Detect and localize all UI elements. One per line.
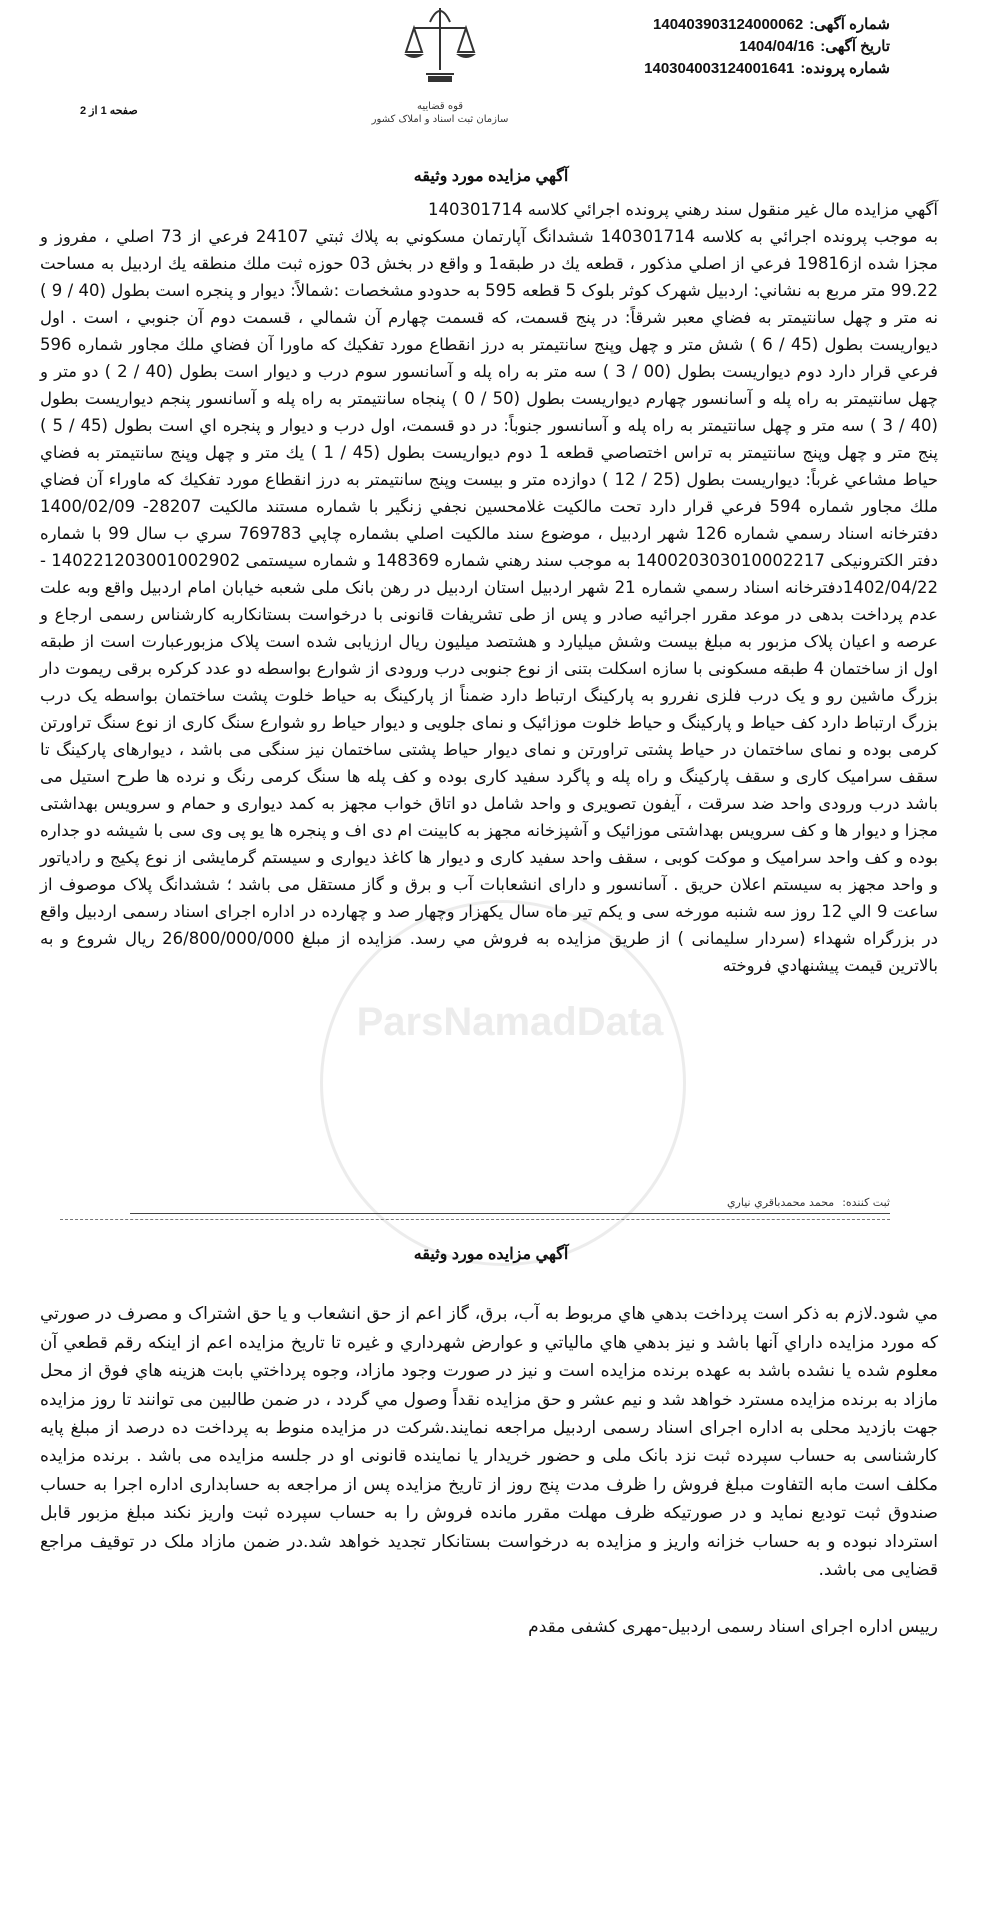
- registrar: [560, 1196, 890, 1209]
- case-number-row: [480, 58, 890, 80]
- ad-number: 140403903124000062: [653, 16, 804, 33]
- notice-title: آگهي مزايده مورد وثيقه: [413, 168, 569, 185]
- footer-strip: [60, 1219, 890, 1230]
- notice-body-continued: [40, 1272, 938, 1670]
- registrar-name: محمد محمدباقري نياري: [726, 1196, 835, 1209]
- signature: رييس اداره اجرای اسناد رسمی اردبيل-مهری کشفی مقدم: [528, 1616, 938, 1637]
- registrar-label: ثبت كننده:: [842, 1196, 890, 1209]
- judiciary-name: قوه قضاییه: [416, 101, 464, 112]
- notice-body: آگهي مزايده مال غير منقول سند رهني پرونده اجرائي کلاسه 140301714 به موجب پرونده اجرائي به كلاسه 140301714 ششدانگ آپارتمان مسكوني به پلاك ثبتي 24107 فرعي از 73 اصلي ، مفروز و مجزا شده از19816 فرعي از اصلي مذكور ، قطعه يك در طبقه1 و واقع در بخش 03 حوزه ثبت ملك منطقه يك اردبيل به مساحت 99.22 متر مربع به نشاني: اردبيل شهرک کوثر بلوک 5 قطعه 595 به حدودو مشخصات :شمالاً: ديوار و پنجره است بطول (40 / 9 ) نه متر و چهل سانتيمتر به فضاي معبر شرقاً: در پنج قسمت، كه قسمت چهارم آن شمالي ، قسمت دوم آن جنوبي ، است . اول ديواريست بطول (45 / 6 ) شش متر و چهل وپنج سانتيمتر به درز انقطاع مورد تفكيك كه ماورا آن فضاي ملك مجاور شماره 596 فرعي قرار دارد دوم ديواريست بطول (00 / 3 ) سه متر به راه پله و آسانسور سوم درب و ديوار است بطول (40 / 2 ) دو متر و چهل سانتيمتر به راه پله و آسانسور چهارم ديواريست بطول (50 / 0 ) پنجاه سانتيمتر به راه پله و آسانسور پنجم ديواريست بطول (40 / 3 ) سه متر و چهل سانتيمتر به راه پله و آسانسور جنوباً: در دو قسمت، اول درب و ديوار و پنجره اي است بطول (45 / 5 ) پنج متر و چهل وپنج سانتيمتر به تراس اختصاصي قطعه 1 دوم ديواريست بطول (45 / 1 ) يك متر و چهل وپنج سانتيمتر به فضاي حياط مشاعي غرباً: ديواريست بطول (25 / 12 ) دوازده متر و بيست وپنج سانتيمتر به درز انقطاع مورد تفكيك كه ماوراء آن فضاي ملك مجاور شماره 594 فرعي قرار دارد تحت مالکيت غلامحسين نجفي زنگير با شماره مستند مالکيت 28207- 1400/02/09 دفترخانه اسناد رسمي شماره 126 شهر اردبيل ، موضوع سند مالکيت اصلي بشماره چاپي 769783 سري ب سال 99 با شماره دفتر الکترونيکی 140020303010002217 به موجب سند رهني شماره 148369 و شماره سيستمی 140221203001002902 - 1402/04/22دفترخانه اسناد رسمي شماره 21 شهر اردبيل استان اردبيل در رهن بانک ملی شعبه خیابان امام اردبيل واقع وبه علت عدم پرداخت بدهی در موعد مقرر اجرائيه صادر و پس از طی تشريفات قانونی با درخواست بستانکاربه کارشناس رسمی ارجاع و عرصه و اعیان پلاک مزبور به مبلغ بيست وشش میلیارد و هشتصد میلیون ريال ارزیابی شده است پلاک مزبورعبارت است از طبقه اول از ساختمان 4 طبقه مسکونی با سازه اسکلت بتنی از نوع جنوبی درب ورودی از شوارع بواسطه دو عدد کرکره برقی ریموت دار بزرگ ماشین رو و یک درب فلزی نفررو به پارکینگ ارتباط دارد ضمناً از پارکینگ به حیاط خلوت پشت ساختمان بواسطه یک درب بزرگ ارتباط دارد کف حیاط و پارکینگ و حیاط خلوت موزائیک و نمای جلویی و دیوار حیاط رو شوارع سنگ کاری از نوع سنگ تراورتن کرمی بوده و نمای ساختمان در حیاط پشتی تراورتن و نمای دیوار حیاط پشتی ساختمان نیز سنگی می باشد ، دیوارهای پارکینگ تا سقف سرامیک کاری و سقف پارکینگ و راه پله و پاگرد سفید کاری بوده و کف پله ها سنگ کرمی رنگ و نرده ها طرح استیل می باشد درب ورودی واحد ضد سرقت ، آیفون تصویری و واحد شامل دو اتاق خواب مجهز به کمد دیواری و حمام و سرویس بهداشتی مجزا و دیوار ها و کف سرویس بهداشتی موزائیک و آشپزخانه مجهز به کابینت ام دی اف و پنجره ها یو پی وی سی با شیشه دو جداره بوده و کف واحد سرامیک و موکت کوبی ، سقف واحد سفید کاری و دیوار ها کاغذ دیواری و سیستم گرمایشی از نوع پکیج و رادیاتور و واحد مجهز به سیستم اعلان حریق . آسانسور و دارای انشعابات آب و برق و گاز مستقل می باشد ؛ ششدانگ پلاک موصوف از ساعت 9 الي 12 روز سه شنبه مورخه سی و یکم تیر ماه سال یکهزار وچهار صد و چهارده در اداره اجرای اسناد رسمی اردبیل واقع در بزرگراه شهداء (سردار سلیمانی ) از طریق مزایده به فروش مي رسد. مزايده از مبلغ 26/800/000/000 ريال شروع و به بالاترين قيمت پيشنهادي فروخته: [40, 200, 939, 975]
- case-number: 140304003124001641: [644, 60, 795, 77]
- ad-date: 1404/04/16: [739, 38, 815, 55]
- judiciary-emblem-icon: [400, 0, 480, 105]
- org-name: سازمان ثبت اسناد و املاک کشور: [371, 114, 509, 125]
- ad-number-row: [480, 14, 890, 36]
- continued-text: مي شود.لازم به ذکر است پرداخت بدهي هاي مربوط به آب، برق، گاز اعم از حق انشعاب و يا حق اشتراک و مصرف در صورتي که مورد مزايده داراي آنها باشد و نيز بدهي هاي مالياتي و عوارض شهرداري و غيره تا تاريخ مزايده اعم از اينکه رقم قطعي آن معلوم شده يا نشده باشد به عهده برنده مزايده است و نيز در صورت وجود مازاد، وجوه پرداختي بابت هزينه هاي فوق از محل مازاد به برنده مزايده مسترد خواهد شد و نيم عشر و حق مزايده نقداً وصول مي گردد ، در ضمن طالبين می توانند تا روز مزايده جهت بازديد محلی به اداره اجرای اسناد رسمی اردبيل مراجعه نمايند.شرکت در مزايده منوط به پرداخت ده درصد از مبلغ پايه کارشناسی به حساب سپرده ثبت نزد بانک ملی و حضور خريدار يا نماينده قانونی او در جلسه مزايده می باشد . برنده مزايده مکلف است مابه التفاوت مبلغ فروش را ظرف مدت پنج روز از تاريخ مزايده پس از مراجعه به حسابداری اداره اجرا به حساب صندوق ثبت توديع نمايد و در صورتيکه ظرف مهلت مقرر مانده فروش را به حساب سپرده ثبت واريز نکند مبلغ مزبور قابل استرداد نبوده و به حساب خزانه واريز و مزايده به درخواست بستانکار تجديد خواهد شد.در ضمن مازاد ملک در توقيف مراجع قضايی می باشد.: [40, 1304, 938, 1581]
- ad-number-label: شماره آگهی:: [809, 16, 890, 33]
- notice-title-continued: آگهي مزايده مورد وثيقه: [413, 1246, 569, 1263]
- ad-date-label: تاریخ آگهی:: [820, 38, 890, 55]
- ad-date-row: [480, 36, 890, 58]
- divider: [130, 1213, 890, 1214]
- page-number: صفحه 1 از 2: [80, 105, 138, 117]
- header-meta: [480, 14, 890, 80]
- emblem-caption: [355, 100, 525, 126]
- case-number-label: شماره پرونده:: [800, 60, 890, 77]
- watermark-text: ParsNamadData: [356, 1000, 664, 1044]
